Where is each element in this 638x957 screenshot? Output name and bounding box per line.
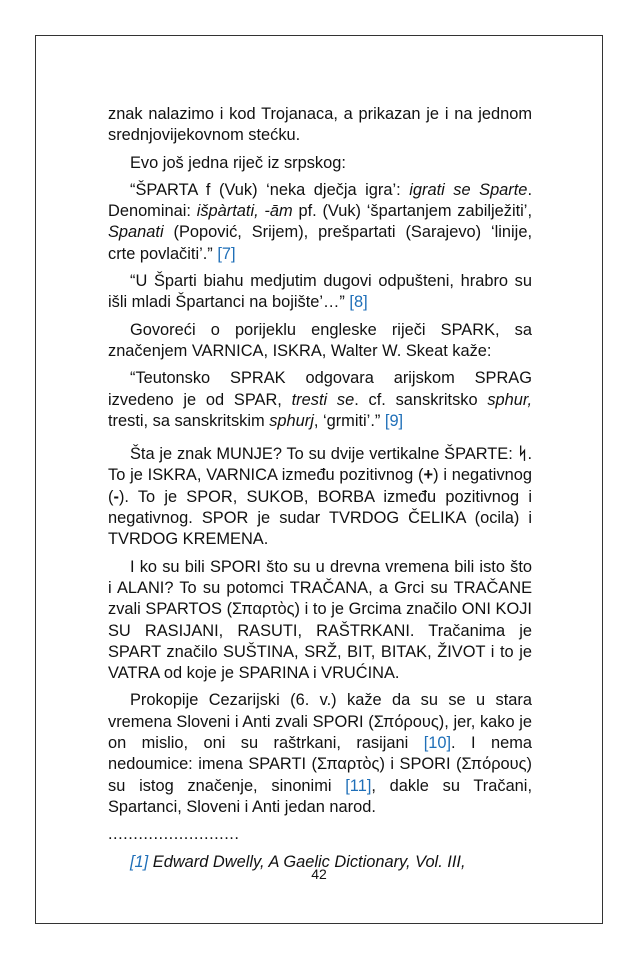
quote-sparti: “U Šparti biahu medjutim dugovi odpušteni, hrabro su išli mladi Špartanci na bojište’…” [8] [108,272,532,312]
paragraph-munja: Šta je znak MUNJE? To su dvije vertikalne ŠPARTE: ᛋ. To je ISKRA, VARNICA između pozitivnog (+) i negativnog (-). To je SPOR, SUKOB, BORBA između pozitivnog i negativnog. SPOR je sudar TVRDOG ČELIKA (ocila) i TVRDOG KREMENA. [108,445,532,549]
paragraph-spori: I ko su bili SPORI što su u drevna vremena bili isto što i ALANI? To su potomci TRAČANA, a Grci su TRAČANE zvali SPARTOS (Σπαρτὸς) i to je Grcima značilo ONI KOJI SU RASIJANI, RASUTI, RAŠTRKANI. Tračanima je SPART značilo SUŠTINA, SRŽ, BIT, BITAK, ŽIVOT i to je VATRA od koje je SPARINA i VRUĆINA. [108,557,532,683]
reference-link-7[interactable]: [7] [217,244,236,263]
paragraph-spark: Govoreći o porijeklu engleske riječi SPARK, sa značenjem VARNICA, ISKRA, Walter W. Skeat kaže: [108,320,532,360]
paragraph-continuation: znak nalazimo i kod Trojanaca, a prikazan je i na jednom srednjovijekovnom stećku. [108,105,532,145]
paragraph: Evo još jedna riječ iz srpskog: [130,153,346,172]
footnote-link-1[interactable]: [1] [130,852,149,871]
reference-link-9[interactable]: [9] [384,411,404,430]
footnote-1: [1] Edward Dwelly, A Gaelic Dictionary, Vol. III, [130,852,466,871]
quote-sparta: “ŠPARTA f (Vuk) ‘neka dječja igra’: igrati se Sparte. Denominai: išpàrtati, -ām pf. (Vuk) ‘špartanjem zabilježiti’, Spanati (Popović, Srijem), prešpartati (Sarajevo) ‘linije, crte povlačiti’.” [7] [108,180,532,263]
page-number: 42 [311,866,327,882]
page-body [108,104,532,879]
footnote-separator: .......................... [108,825,240,844]
quote-skeat: “Teutonsko SPRAK odgovara arijskom SPRAG izvedeno je od SPAR, tresti se. cf. sanskritsko sphur, tresti, sa sanskritskim sphurj, ‘grmiti’.” [9] [108,369,532,430]
reference-link-8[interactable]: [8] [349,293,368,312]
paragraph-prokopije: Prokopije Cezarijski (6. v.) kaže da su se u stara vremena Sloveni i Anti zvali SPORI (Σπόρους), jer, kako je on mislio, oni su raštrkani, rasijani [10]. I nema nedoumice: imena SPARTI (Σπαρτὸς) i SPORI (Σπόρους) su istog značenje, sinonimi [11], dakle su Tračani, Spartanci, Sloveni i Anti jedan narod. [108,691,532,816]
reference-link-10[interactable]: [10] [423,734,452,753]
reference-link-11[interactable]: [11] [345,776,372,795]
lightning-rune-icon: ᛋ [517,445,528,464]
